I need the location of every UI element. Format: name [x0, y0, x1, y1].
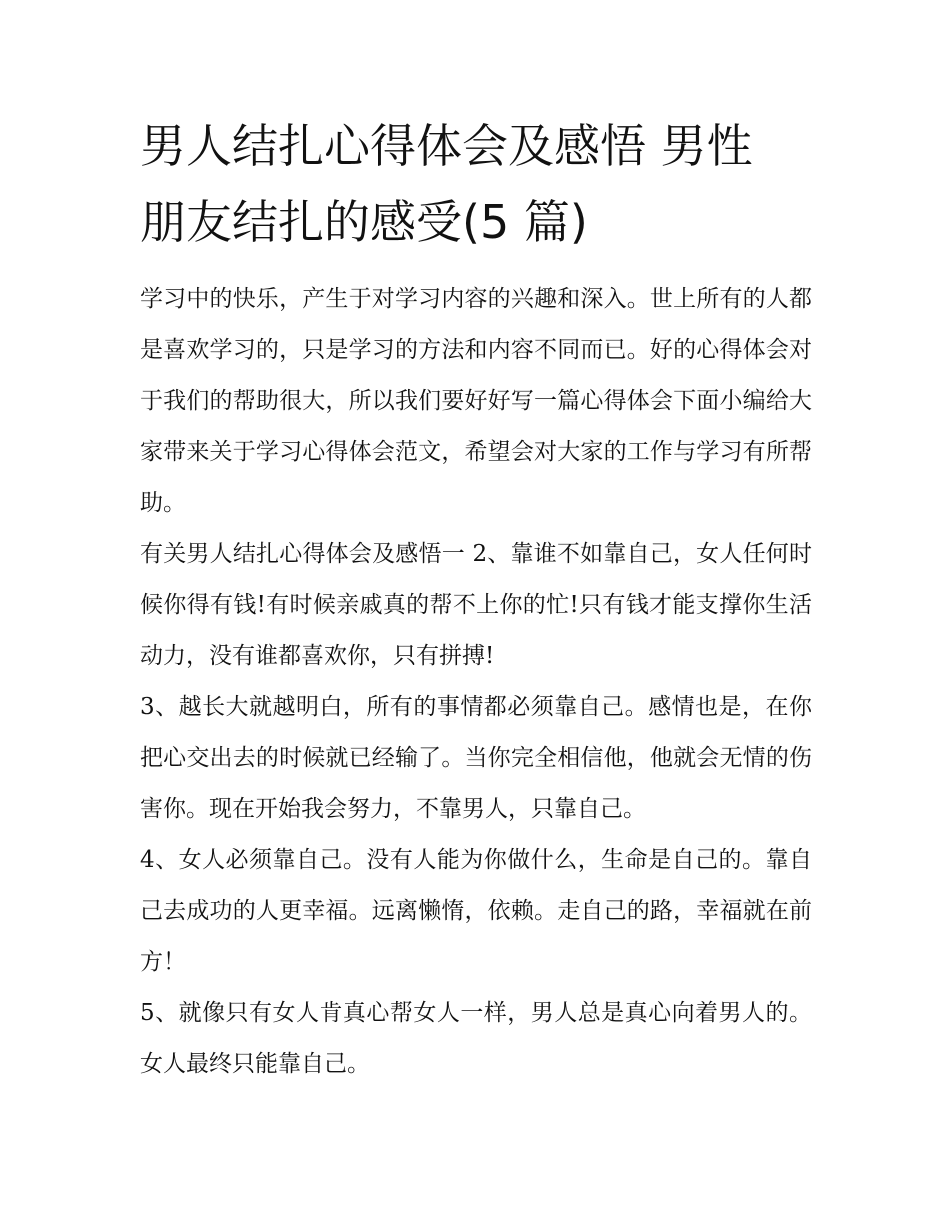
document-body: [140, 108, 812, 1090]
paragraph-item-3: 3、越长大就越明白，所有的事情都必须靠自己。感情也是，在你把心交出去的时候就已经输了。当你完全相信他，他就会无情的伤害你。现在开始我会努力，不靠男人，只靠自己。: [140, 694, 812, 822]
paragraph-item-2: 有关男人结扎心得体会及感悟一 2、靠谁不如靠自己，女人任何时候你得有钱!有时候亲戚真的帮不上你的忙!只有钱才能支撑你生活动力，没有谁都喜欢你，只有拼搏!: [140, 541, 812, 669]
paragraph-intro: 学习中的快乐，产生于对学习内容的兴趣和深入。世上所有的人都是喜欢学习的，只是学习的方法和内容不同而已。好的心得体会对于我们的帮助很大，所以我们要好好写一篇心得体会下面小编给大家带来关于学习心得体会范文，希望会对大家的工作与学习有所帮助。: [140, 286, 812, 516]
title-line-1: 男人结扎心得体会及感悟 男性: [140, 119, 753, 173]
paragraph-item-4: 4、女人必须靠自己。没有人能为你做什么，生命是自己的。靠自己去成功的人更幸福。远离懒惰，依赖。走自己的路，幸福就在前方！: [140, 847, 812, 975]
title-line-2: 朋友结扎的感受(5 篇): [140, 195, 588, 249]
document-title: [140, 108, 812, 260]
paragraph-item-5: 5、就像只有女人肯真心帮女人一样，男人总是真心向着男人的。女人最终只能靠自己。: [140, 1000, 812, 1077]
